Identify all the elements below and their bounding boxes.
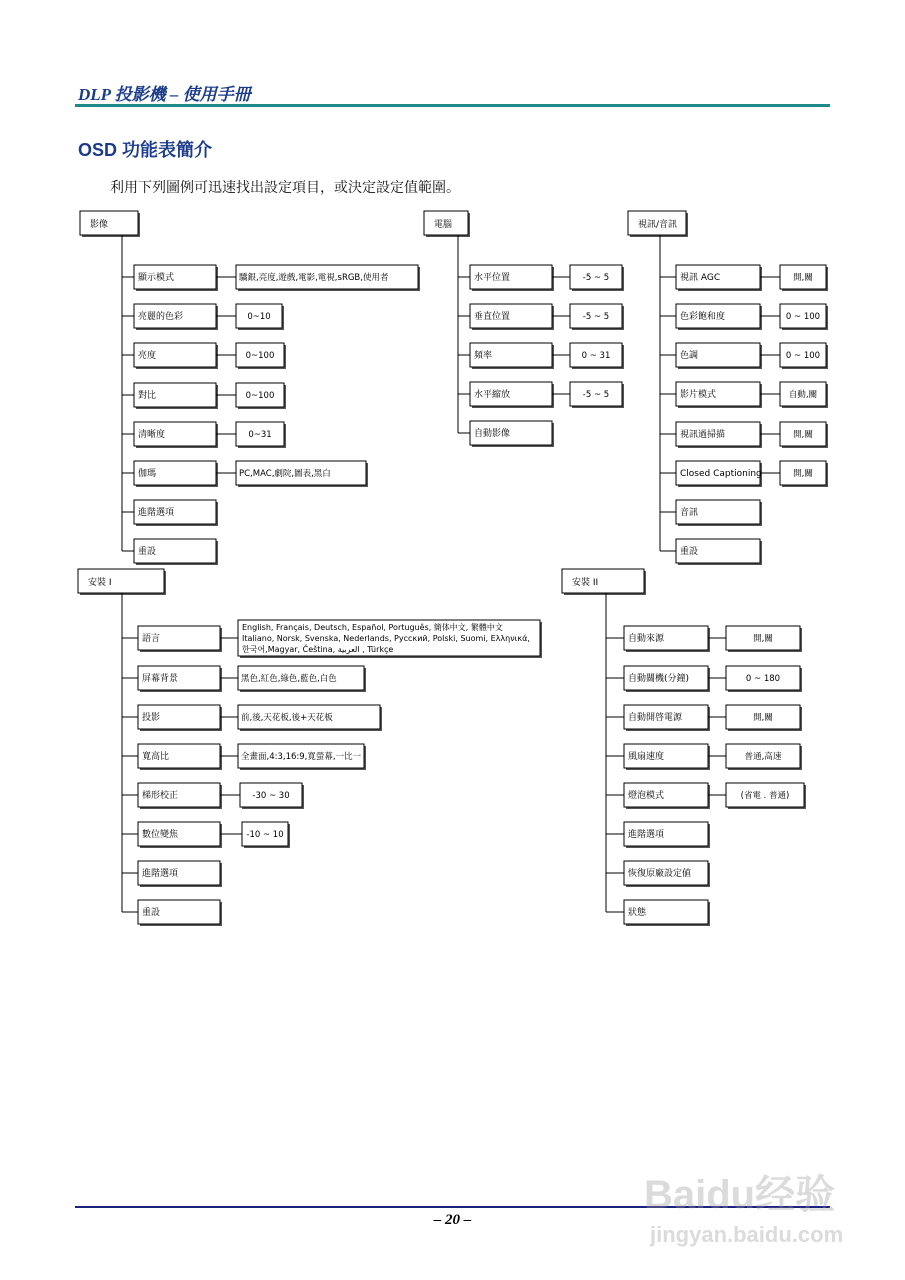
menu-item-label: 語言 <box>142 634 161 644</box>
menu-item-label: 重設 <box>680 547 699 557</box>
menu-item-label: 恢復原廠設定値 <box>628 869 692 879</box>
menu-item-label: 影片模式 <box>680 390 717 400</box>
value-text-line: English, Français, Deutsch, Español, Português, 簡体中文, 繁體中文 <box>242 623 503 632</box>
menu-item-label: 梯形校正 <box>142 791 179 801</box>
intro-text: 利用下列圖例可迅速找出設定項目，或決定設定值範圍。 <box>110 180 460 196</box>
menu-item-label: 自動來源 <box>628 634 665 644</box>
value-text: 驕銀,亮度,遊戲,電影,電視,sRGB,使用者 <box>239 273 389 283</box>
value-text: (省電 . 普通) <box>740 791 790 801</box>
menu-item-label: 進階選項 <box>628 830 665 840</box>
menu-item-label: 亮度 <box>138 351 157 361</box>
page-number: – 20 – <box>433 1212 472 1228</box>
menu-item-label: 音訊 <box>680 508 699 518</box>
value-text: 0 ~ 31 <box>581 351 611 361</box>
value-text: 0~100 <box>245 391 275 401</box>
menu-item-label: 頻率 <box>474 351 493 361</box>
menu-item-label: 重設 <box>138 547 157 557</box>
menu-item-label: 顯示模式 <box>138 273 175 283</box>
menu-item-label: 自動開啓電源 <box>628 713 683 723</box>
menu-item-label: 色調 <box>680 351 699 361</box>
value-text: 開,關 <box>753 713 773 723</box>
menu-item-label: 垂直位置 <box>474 312 511 322</box>
section-title: OSD 功能表簡介 <box>78 140 213 160</box>
value-text: 黑色,紅色,綠色,藍色,白色 <box>241 674 337 684</box>
menu-item-label: 色彩飽和度 <box>680 312 726 322</box>
value-text: 0~100 <box>245 351 275 361</box>
menu-title: 視訊/音訊 <box>638 220 678 230</box>
menu-item-label: 自動關機(分鐘) <box>628 674 690 684</box>
value-text: 開,關 <box>793 273 813 283</box>
menu-item-label: 對比 <box>138 391 157 401</box>
menu-item-label: 自動影像 <box>474 429 511 439</box>
menu-title: 安裝 I <box>88 578 112 588</box>
value-text: 全畫面,4:3,16:9,寬螢幕,一比一 <box>241 752 362 762</box>
value-text: -30 ~ 30 <box>252 791 290 801</box>
menu-item-label: 視訊 AGC <box>680 273 721 283</box>
menu-item-label: Closed Captioning <box>680 469 762 479</box>
menu-item-label: 視訊過掃描 <box>680 430 726 440</box>
value-text: 0~10 <box>247 312 271 322</box>
menu-item-label: 數位變焦 <box>142 830 179 840</box>
value-text: -5 ~ 5 <box>582 273 610 283</box>
value-text: 普通,高速 <box>744 752 782 762</box>
menu-item-label: 水平縮放 <box>474 390 511 400</box>
menu-item-label: 水平位置 <box>474 273 511 283</box>
menu-item-label: 屏幕背景 <box>142 674 179 684</box>
value-text: -5 ~ 5 <box>582 390 610 400</box>
menu-title: 安裝 II <box>572 578 599 588</box>
menu-item-label: 伽瑪 <box>138 469 157 479</box>
value-text: 開,關 <box>793 469 813 479</box>
menu-item-label: 風扇速度 <box>628 752 665 762</box>
menu-title: 電腦 <box>434 220 453 230</box>
value-text: 開,關 <box>753 634 773 644</box>
menu-title-box <box>80 211 138 235</box>
menu-item-label: 重設 <box>142 908 161 918</box>
baidu-watermark <box>640 1140 860 1260</box>
menu-item-label: 狀態 <box>628 908 647 918</box>
menu-item-label: 進階選項 <box>138 508 175 518</box>
value-text: 0 ~ 100 <box>785 351 821 361</box>
value-text: 0~31 <box>248 430 272 440</box>
menu-item-label: 燈泡模式 <box>628 791 665 801</box>
value-text: 0 ~ 100 <box>785 312 821 322</box>
menu-item-label: 清晰度 <box>138 430 166 440</box>
value-text-line: 한국어,Magyar, Čeština, العربية , Türkçe <box>242 645 394 654</box>
menu-title: 影像 <box>90 220 109 230</box>
value-text: 前,後,天花板,後+天花板 <box>241 713 333 723</box>
menu-item-label: 進階選項 <box>142 869 179 879</box>
value-text-line: Italiano, Norsk, Svenska, Nederlands, Русский, Polski, Suomi, Ελληνικά, <box>242 634 530 643</box>
menu-item-label: 寬高比 <box>142 752 170 762</box>
watermark-brand: Baidu经验 <box>644 1173 836 1217</box>
menu-item-label: 投影 <box>142 713 161 723</box>
value-text: -5 ~ 5 <box>582 312 610 322</box>
menu-item-label: 亮麗的色彩 <box>138 312 184 322</box>
value-text: 開,關 <box>793 430 813 440</box>
value-text: PC,MAC,劇院,圖表,黑白 <box>239 469 331 479</box>
value-text: 自動,關 <box>788 390 818 400</box>
watermark-url: jingyan.baidu.com <box>650 1222 844 1247</box>
value-text: -10 ~ 10 <box>246 830 284 840</box>
document-header-title: DLP 投影機 – 使用手冊 <box>78 85 251 104</box>
value-text: 0 ~ 180 <box>745 674 781 684</box>
